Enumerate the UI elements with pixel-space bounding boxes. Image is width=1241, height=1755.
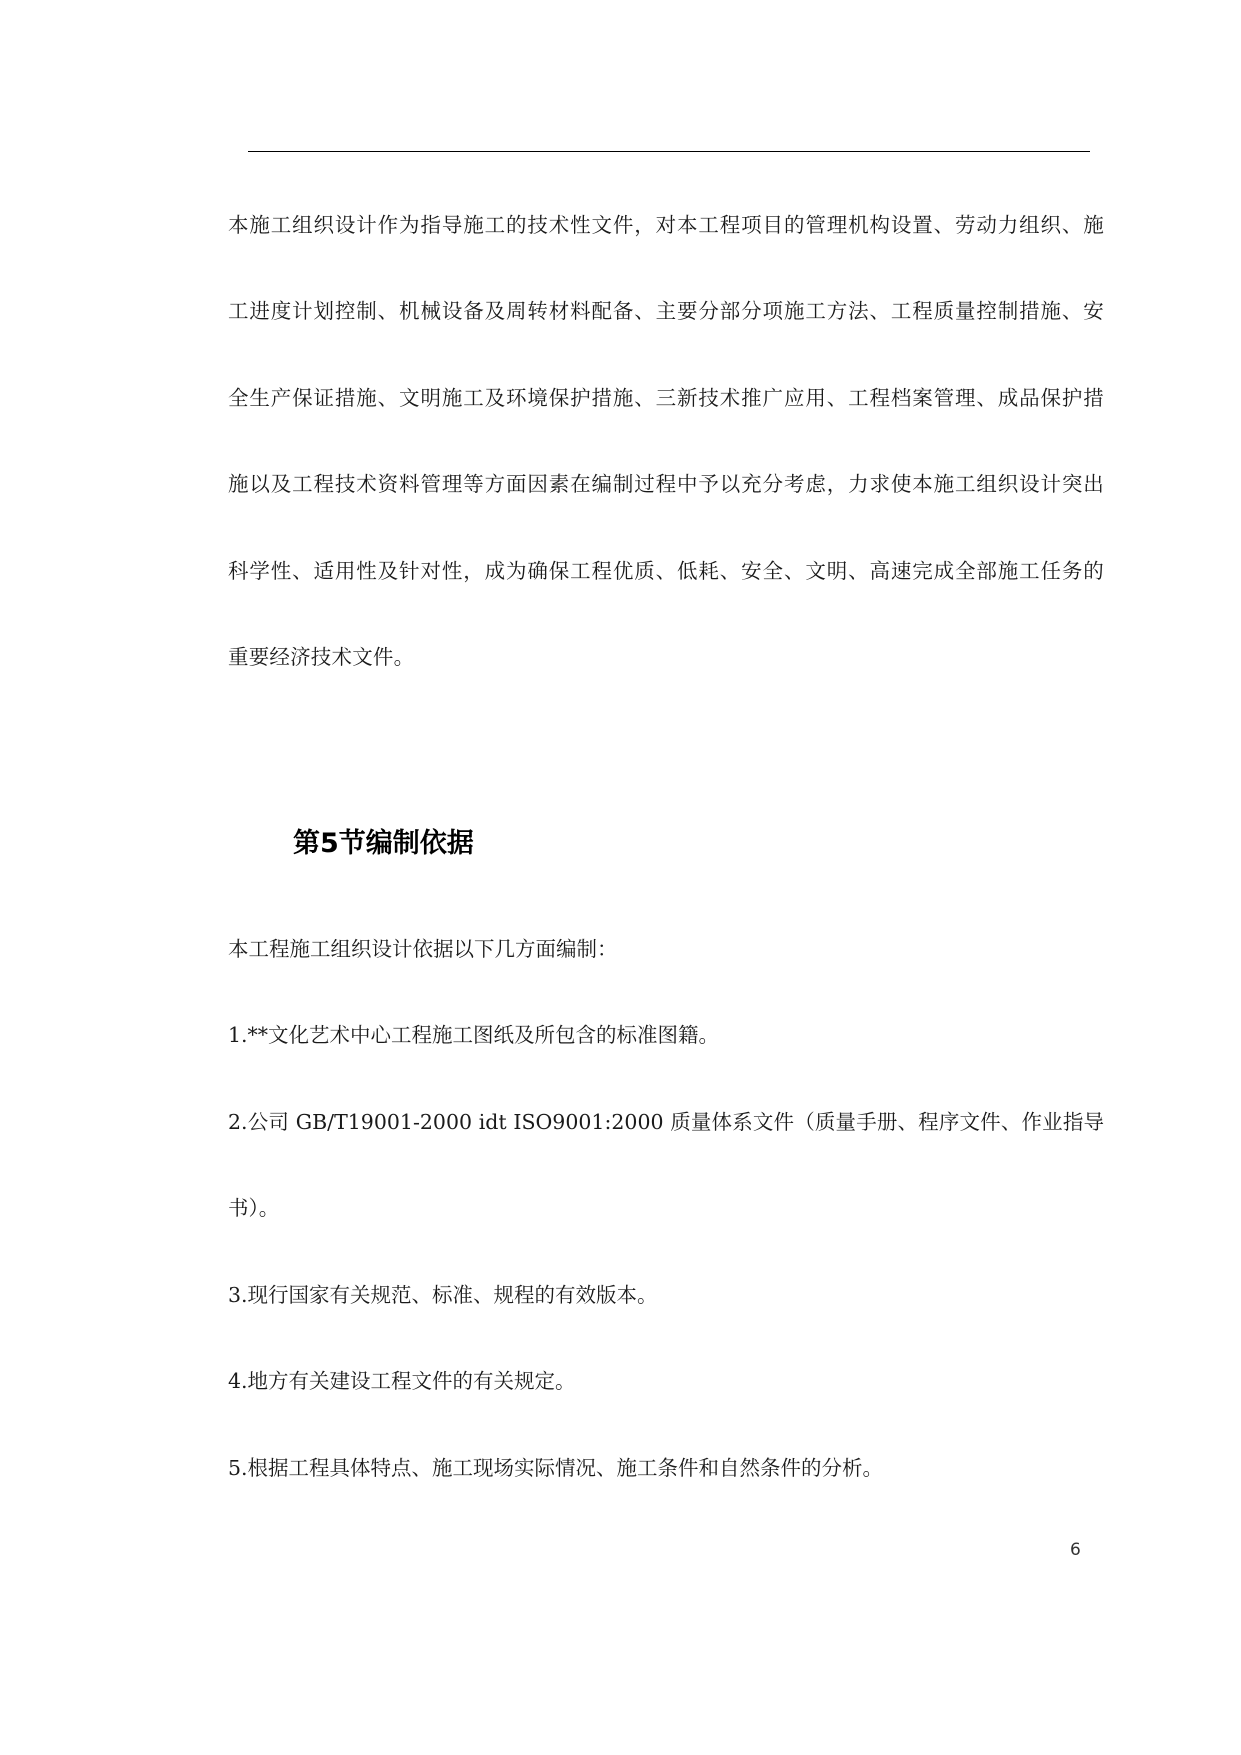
intro-line-6: 重要经济技术文件。 — [228, 645, 415, 669]
section-heading: 第5节编制依据 — [293, 828, 474, 859]
intro-line-3: 全生产保证措施、文明施工及环境保护措施、三新技术推广应用、工程档案管理、成品保护措 — [228, 386, 1104, 410]
intro-line-4: 施以及工程技术资料管理等方面因素在编制过程中予以充分考虑，力求使本施工组织设计突出 — [228, 472, 1104, 496]
intro-line-2: 工进度计划控制、机械设备及周转材料配备、主要分部分项施工方法、工程质量控制措施、安 — [228, 299, 1104, 323]
page-number: 6 — [1070, 1540, 1081, 1560]
basis-item-5: 5.根据工程具体特点、施工现场实际情况、施工条件和自然条件的分析。 — [228, 1456, 884, 1480]
basis-item-1: 1.**文化艺术中心工程施工图纸及所包含的标准图籍。 — [228, 1023, 720, 1047]
section-lead: 本工程施工组织设计依据以下几方面编制： — [228, 937, 618, 961]
basis-item-4: 4.地方有关建设工程文件的有关规定。 — [228, 1369, 576, 1393]
basis-item-3: 3.现行国家有关规范、标准、规程的有效版本。 — [228, 1283, 658, 1307]
header-rule — [248, 151, 1090, 152]
basis-item-2: 2.公司 GB/T19001-2000 idt ISO9001:2000 质量体系文件（质量手册、程序文件、作业指导 — [228, 1110, 1104, 1134]
intro-line-5: 科学性、适用性及针对性，成为确保工程优质、低耗、安全、文明、高速完成全部施工任务的 — [228, 559, 1104, 583]
intro-line-1: 本施工组织设计作为指导施工的技术性文件，对本工程项目的管理机构设置、劳动力组织、施 — [228, 213, 1104, 237]
basis-item-2-continued: 书）。 — [228, 1196, 280, 1220]
